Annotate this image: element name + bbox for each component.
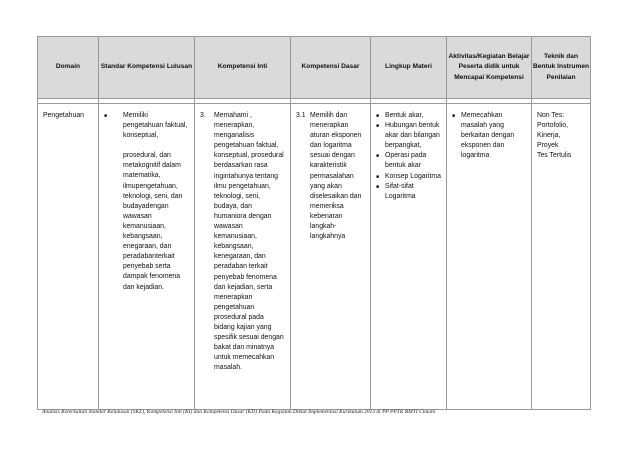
list-item: ■ Memecahkan masalah yang berkaitan dengan eksponen dan logaritma: [452, 111, 527, 161]
header-ki: Kompetensi Inti: [195, 37, 291, 99]
header-kd: Kompetensi Dasar: [291, 37, 371, 99]
list-item: [104, 111, 190, 293]
list-item: ■ Operasi pada bentuk akar: [376, 151, 442, 171]
header-lingkup: Lingkup Materi: [371, 37, 447, 99]
header-skl: Standar Kompetensi Lulusan: [99, 37, 195, 99]
kd-number: 3.1: [296, 112, 306, 119]
aktivitas-list: [452, 111, 527, 161]
cell-kd: [291, 104, 371, 410]
ki-text: Memahami , menerapkan, menganalisis pengetahuan faktual, konseptual, prosedural berdasarkan rasa ingintahunya tentang ilmu pengetahuan, teknologi, seni, budaya, dan humaniora dengan wawasan kemanusiaan, kebangsaan, kenegaraan, dan peradaban terkait penyebab fenomena dan kejadian, serta menerapkan pengetahuan prosedural pada bidang kajian yang spesifik sesuai dengan bakat dan minatnya untuk memecahkan masalah.: [214, 112, 284, 372]
teknik-line: Portofolio,: [537, 122, 569, 130]
teknik-line: Non Tes:: [537, 112, 565, 119]
teknik-line: Kinerja,: [537, 132, 561, 140]
skl-list: [104, 111, 190, 293]
cell-aktivitas: [447, 104, 532, 410]
cell-ki: [195, 104, 291, 410]
list-item: ■ Hubungan bentuk akar dan bilangan berpangkat,: [376, 121, 442, 151]
skl-text-1: Memiliki pengetahuan faktual, konseptual,: [123, 112, 188, 140]
cell-skl: [99, 104, 195, 410]
list-item: ■ Bentuk akar,: [376, 111, 442, 121]
analysis-table: [37, 36, 591, 410]
page-footer: Analisis Keterkaitan Standar Kelulusan (SKL), Kompetensi Inti (KI) dan Kompetensi Dasar (KD) Pada Kegiatan Diklat Implementasi Kurikulum 2013 di PP PPTK BMTI Cimahi: [42, 409, 436, 415]
header-aktivitas: Aktivitas/Kegiatan Belajar Peserta didik untuk Mencapai Kompetensi: [447, 37, 532, 99]
kd-text: Memilih dan menerapkan aturan eksponen dan logaritma sesuai dengan karakteristik permasalahan yang akan diselesaikan dan memeriksa kebenaran langkah-langkahnya: [310, 112, 362, 241]
cell-lingkup: [371, 104, 447, 410]
domain-text: Pengetahuan: [43, 112, 85, 119]
lingkup-list: [376, 111, 442, 202]
header-teknik: Teknik dan Bentuk Instrumen Penilaian: [532, 37, 591, 99]
table-row: [38, 104, 591, 410]
header-domain: Domain: [38, 37, 99, 99]
list-item: ■ Sifat-sifat Logaritma: [376, 182, 442, 202]
teknik-line: Proyek: [537, 142, 559, 150]
cell-teknik: [532, 104, 591, 410]
list-item: ■ Konsep Logaritma: [376, 172, 442, 182]
header-row: [38, 37, 591, 99]
cell-domain: [38, 104, 99, 410]
ki-number: 3.: [200, 112, 206, 119]
teknik-line: Tes Tertulis: [537, 152, 572, 160]
skl-text-2: prosedural, dan metakognitif dalam matematika, ilmupengetahuan, teknologi, seni, dan budayadengan wawasan kemanusiaan, kebangsaan, enegaraan, dan peradabanterkait penyebab serta dampak fenomena dan kejadian.: [123, 152, 183, 291]
